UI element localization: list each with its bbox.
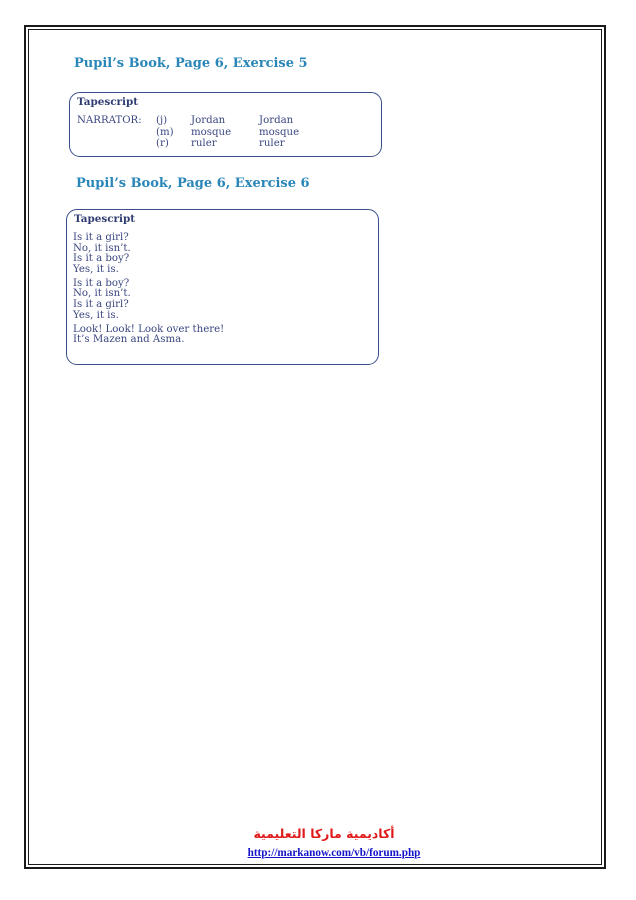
word-item: mosque <box>191 126 232 138</box>
letter-item: (m) <box>156 126 174 138</box>
letter-column <box>156 115 174 150</box>
word-item: Jordan <box>259 115 294 126</box>
word-item: Jordan <box>191 115 226 126</box>
tapescript-box-exercise-5 <box>69 92 382 157</box>
tapescript-line: It’s Mazen and Asma. <box>73 334 185 346</box>
word-column-2 <box>259 115 299 150</box>
word-item: ruler <box>259 138 285 149</box>
tapescript-box-exercise-6 <box>66 209 379 365</box>
footer-academy-name: أكاديمية ماركا التعليمية <box>253 826 395 841</box>
tapescript-line: Is it a girl? <box>73 299 129 311</box>
tapescript-line: Is it a boy? <box>73 253 130 265</box>
word-column-1 <box>191 115 231 150</box>
tapescript-line: No, it isn’t. <box>73 288 131 300</box>
tapescript-lines <box>73 233 224 346</box>
word-item: mosque <box>259 126 300 138</box>
tapescript-line: Is it a girl? <box>73 232 129 243</box>
tapescript-title: Tapescript <box>77 96 139 108</box>
tapescript-title: Tapescript <box>74 213 136 225</box>
tapescript-line: No, it isn’t. <box>73 242 131 254</box>
tapescript-line: Yes, it is. <box>73 264 119 276</box>
word-item: ruler <box>191 138 217 149</box>
footer-forum-link[interactable]: http://markanow.com/vb/forum.php <box>247 847 421 859</box>
tapescript-line: Yes, it is. <box>73 309 119 321</box>
exercise-6-heading: Pupil’s Book, Page 6, Exercise 6 <box>76 176 310 191</box>
exercise-5-heading: Pupil’s Book, Page 6, Exercise 5 <box>74 56 308 71</box>
tapescript-line: Is it a boy? <box>73 277 130 289</box>
letter-item: (r) <box>156 138 169 149</box>
tapescript-line: Look! Look! Look over there! <box>73 323 225 335</box>
narrator-label: NARRATOR: <box>77 115 142 126</box>
letter-item: (j) <box>156 115 168 126</box>
